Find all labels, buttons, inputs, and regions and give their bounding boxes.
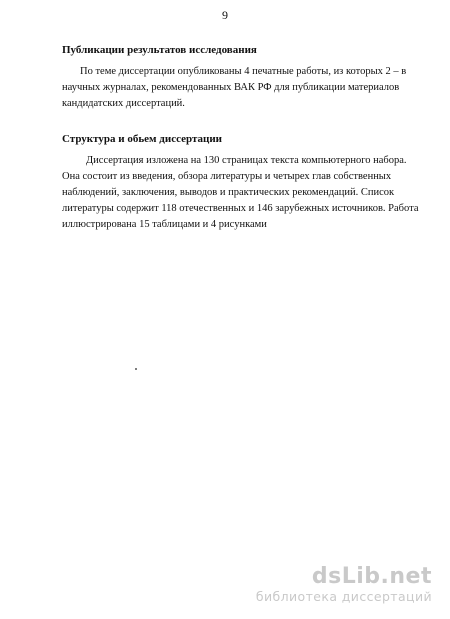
paragraph-line: По теме диссертации опубликованы 4 печатные работы, из которых 2 – в bbox=[80, 66, 407, 77]
paragraph-line: научных журналах, рекомендованных ВАК РФ для публикации материалов bbox=[62, 82, 400, 93]
publications-section bbox=[62, 42, 412, 112]
stray-dot bbox=[135, 368, 137, 370]
paragraph-line: Диссертация изложена на 130 страницах текста компьютерного набора. bbox=[86, 155, 407, 166]
structure-paragraph bbox=[62, 153, 419, 233]
structure-section bbox=[62, 131, 419, 233]
paragraph-line: Она состоит из введения, обзора литературы и четырех глав собственных bbox=[62, 171, 392, 182]
paragraph-line: наблюдений, заключения, выводов и практических рекомендаций. Список bbox=[62, 187, 395, 198]
structure-heading: Структура и обьем диссертации bbox=[62, 133, 223, 145]
publications-heading: Публикации результатов исследования bbox=[62, 44, 257, 56]
watermark-logo: dsLib.net bbox=[311, 564, 432, 589]
watermark-subtitle: библиотека диссертаций bbox=[255, 589, 432, 604]
watermark bbox=[256, 565, 432, 605]
paragraph-line: кандидатских диссертаций. bbox=[62, 98, 185, 109]
page-number: 9 bbox=[222, 8, 228, 22]
paragraph-line: литературы содержит 118 отечественных и 146 зарубежных источников. Работа bbox=[62, 203, 419, 214]
paragraph-line: иллюстрирована 15 таблицами и 4 рисунками bbox=[62, 219, 267, 230]
publications-paragraph bbox=[62, 64, 412, 112]
